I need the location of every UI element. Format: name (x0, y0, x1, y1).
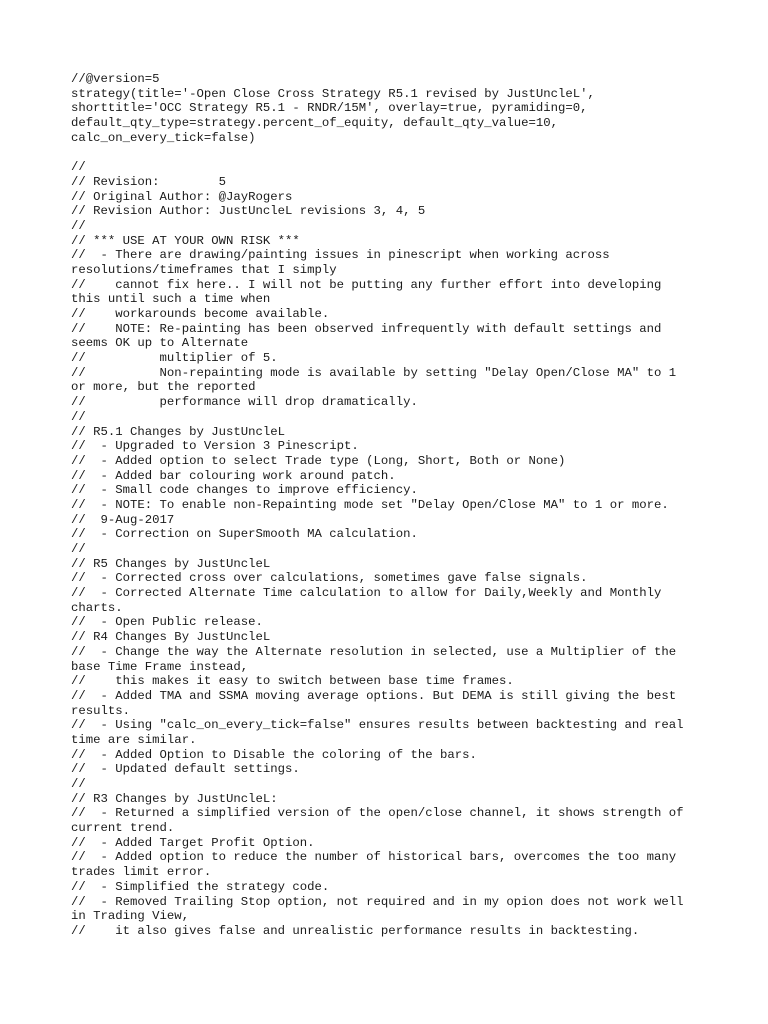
code-line: // - There are drawing/painting issues in pinescript when working across (71, 248, 610, 263)
code-line: // performance will drop dramatically. (71, 395, 418, 410)
code-line: // - Corrected cross over calculations, sometimes gave false signals. (71, 571, 588, 586)
code-line: // - Added Option to Disable the coloring of the bars. (71, 747, 477, 762)
code-line: // R3 Changes by JustUncleL: (71, 791, 278, 806)
code-line: // (71, 409, 86, 424)
code-line: // - Added bar colouring work around patch. (71, 468, 396, 483)
code-line: // *** USE AT YOUR OWN RISK *** (71, 233, 300, 248)
code-line: trades limit error. (71, 865, 212, 880)
code-line: // Revision Author: JustUncleL revisions 3, 4, 5 (71, 204, 426, 219)
code-line: // workarounds become available. (71, 307, 330, 321)
code-block-comments (71, 160, 711, 953)
code-line: // this makes it easy to switch between base time frames. (71, 674, 514, 689)
code-line: this until such a time when (71, 292, 271, 307)
code-line: // NOTE: Re-painting has been observed infrequently with default settings and (71, 321, 662, 336)
code-line: // - Added option to reduce the number of historical bars, overcomes the too many (71, 850, 677, 865)
code-line: // Non-repainting mode is available by setting "Delay Open/Close MA" to 1 (71, 365, 677, 380)
code-line: // - Updated default settings. (71, 762, 300, 777)
code-line: // - Upgraded to Version 3 Pinescript. (71, 439, 359, 454)
code-line: or more, but the reported (71, 380, 256, 395)
code-line: resolutions/timeframes that I simply (71, 262, 337, 277)
code-line: // 9-Aug-2017 (71, 512, 175, 527)
code-line: // R5 Changes by JustUncleL (71, 556, 271, 571)
code-line: // it also gives false and unrealistic performance results in backtesting. (71, 923, 640, 938)
code-line: calc_on_every_tick=false) (71, 130, 256, 145)
code-line: // - Simplified the strategy code. (71, 879, 330, 894)
code-line: current trend. (71, 821, 175, 836)
code-line: // - Added TMA and SSMA moving average options. But DEMA is still giving the best (71, 688, 677, 703)
code-line: // - NOTE: To enable non-Repainting mode set "Delay Open/Close MA" to 1 or more. (71, 497, 669, 512)
code-line: // - Removed Trailing Stop option, not required and in my opion does not work well (71, 894, 684, 909)
code-line: // R5.1 Changes by JustUncleL (71, 424, 286, 439)
document-page (71, 72, 711, 953)
code-line: // Original Author: @JayRogers (71, 189, 293, 204)
code-line: // R4 Changes By JustUncleL (71, 630, 271, 645)
code-line: // multiplier of 5. (71, 351, 278, 366)
code-line: // - Change the way the Alternate resolution in selected, use a Multiplier of the (71, 644, 677, 659)
code-line: // - Added Target Profit Option. (71, 835, 315, 850)
code-line: // - Small code changes to improve efficiency. (71, 483, 418, 498)
code-line: time are similar. (71, 732, 197, 747)
code-line: // - Added option to select Trade type (Long, Short, Both or None) (71, 453, 566, 468)
code-line (71, 939, 711, 954)
code-line: // - Correction on SuperSmooth MA calculation. (71, 527, 418, 542)
code-block-header (71, 72, 711, 145)
code-line: // (71, 542, 86, 556)
code-line: // (71, 777, 86, 791)
code-line: shorttitle='OCC Strategy R5.1 - RNDR/15M', overlay=true, pyramiding=0, (71, 101, 588, 116)
code-line: // (71, 218, 86, 233)
code-line: in Trading View, (71, 909, 190, 924)
code-line: // - Open Public release. (71, 615, 263, 630)
code-line: // - Corrected Alternate Time calculation to allow for Daily,Weekly and Monthly (71, 586, 662, 601)
code-line: strategy(title='-Open Close Cross Strategy R5.1 revised by JustUncleL', (71, 86, 595, 101)
code-line: // - Returned a simplified version of the open/close channel, it shows strength of (71, 806, 684, 821)
code-line: results. (71, 703, 131, 718)
code-line: charts. (71, 600, 123, 615)
code-line: // - Using "calc_on_every_tick=false" ensures results between backtesting and real (71, 718, 684, 733)
code-line: base Time Frame instead, (71, 659, 249, 674)
code-line: // (71, 160, 86, 175)
code-line: seems OK up to Alternate (71, 336, 249, 351)
code-line: default_qty_type=strategy.percent_of_equity, default_qty_value=10, (71, 116, 559, 131)
code-line: // Revision: 5 (71, 174, 226, 189)
code-line: // cannot fix here.. I will not be putting any further effort into developing (71, 277, 662, 292)
code-line: //@version=5 (71, 72, 160, 86)
